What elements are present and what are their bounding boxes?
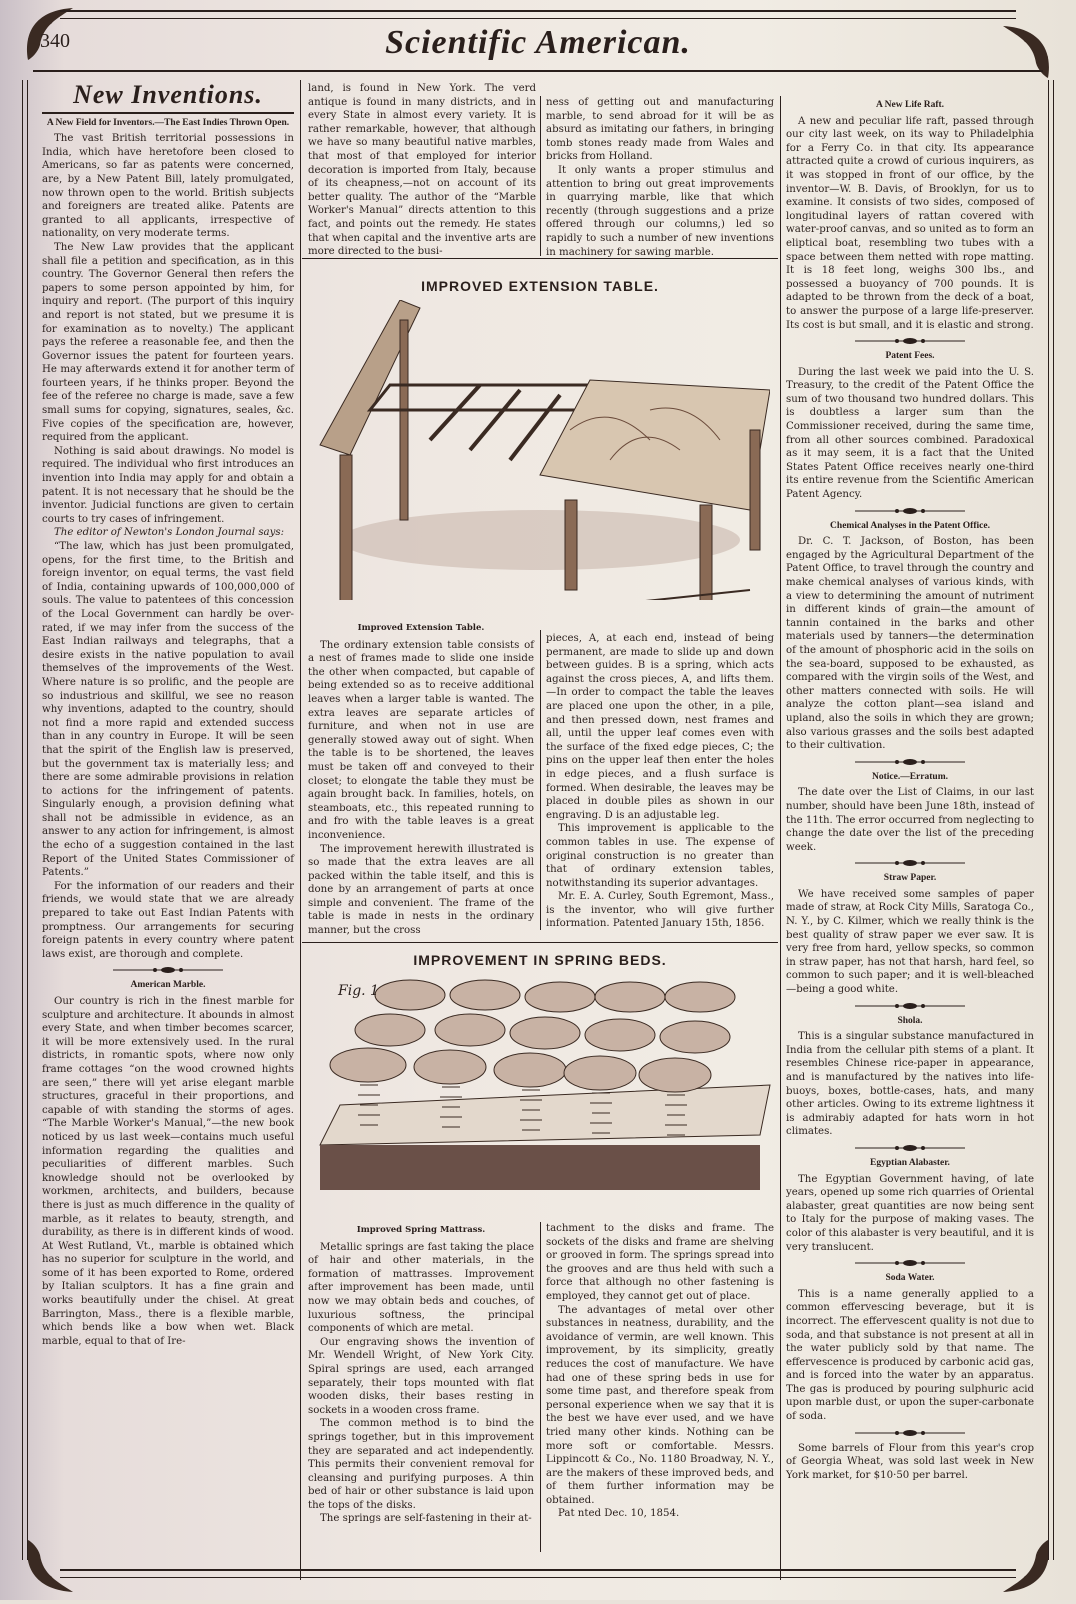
right-border-rule (1048, 80, 1054, 1560)
ornamental-divider-icon (786, 1259, 1034, 1267)
article-title-east-indies: A New Field for Inventors.—The East Indies Thrown Open. (46, 117, 290, 128)
column-rule (540, 630, 541, 930)
paragraph: For the information of our readers and their friends, we would state that we are already prepared to take out East Indian Patents with promptness. Our arrangements for securing foreign patents in every country where patent laws exist, are thorough and complete. (42, 880, 294, 960)
paragraph: This is a singular substance manufactured in India from the cellular pith stems of a plant. It resembles Chinese rice-paper in appearance, and is manufactured by the natives into life-buoys, boxes, bottle-cases, hats, and many other articles. Owing to its extreme lightness it is admirabiy adapted for hats worn in hot climates. (786, 1031, 1034, 1138)
article-title-life-raft: A New Life Raft. (875, 100, 945, 110)
paragraph-patent-date: Pat nted Dec. 10, 1854. (558, 1508, 680, 1520)
paragraph: The springs are self-fastening in their at- (320, 1513, 532, 1525)
ornament-corner-bottom-left-icon (18, 1530, 88, 1600)
extension-table-col-a (308, 620, 534, 938)
paragraph: A new and peculiar life raft, passed through our city last week, on its way to Philadelphia for a Ferry Co. in that city. Its appearance attracted quite a crowd of curious inquirers, as it was stopped in front of our office, by the inventor—W. B. Davis, of Brooklyn, for us to examine. It consists of two sides, composed of longitudinal layers of rattan covered with water-proof canvas, and so united as to form an eliptical boat, resembling two tubes with a space between them netted with rope matting. It is 18 feet long, weighs 300 lbs., and possessed a buoyancy of 700 pounds. It is adapted to be thrown from the deck of a boat, to answer the purpose of a large life-preserver. Its cost is but small, and it is elastic and strong. (786, 115, 1034, 331)
section-rule (302, 258, 778, 259)
article-title-straw-paper: Straw Paper. (883, 873, 937, 884)
figure-label: Fig. 1 (338, 983, 379, 999)
paragraph: The vast British territorial possessions in India, which have heretofore been closed to Americans, so far as patents were concerned, are, by a New Patent Bill, lately promulgated, now thrown open to the world. British subjects and foreigners are treated alike. Patents are granted to all applicants, irrespective of nationality, on very moderate terms. (42, 133, 294, 240)
paragraph: Metallic springs are fast taking the place of hair and other materials, in the formation of mattrasses. Improvement after improvement has been made, until now we may obtain beds and couches, of luxurious softness, the principal components of which are metal. (308, 1241, 534, 1335)
paragraph: This improvement is applicable to the common tables in use. The expense of original construction is no greater than that of ordinary extension tables, notwithstanding its superior advantages. (546, 823, 774, 889)
article-title-shola: Shola. (897, 1015, 923, 1026)
ornamental-divider-icon (786, 507, 1034, 515)
article-title-egyptian-alabaster: Egyptian Alabaster. (870, 1157, 950, 1168)
ornamental-divider-icon (786, 1429, 1034, 1437)
spring-beds-col-b (546, 1222, 774, 1521)
masthead-title: Scientific American. (385, 24, 691, 61)
bottom-border-rule (60, 1569, 1016, 1578)
column-rule (780, 96, 781, 1580)
paragraph-quote: “The law, which has just been promulgated, opens, for the first time, to the British and foreign inventor, on equal terms, the vast field of India, containing upwards of 100,000,000 of souls. The value to patentees of this concession of the Local Government can hardly be over-rated, if we may infer from the success of the East Indian railways and telegraphs, that a desire exists in the native population to avail themselves of the improvements of the West. Where nature is so prolific, and the people are so industrious and skillful, we see no reason why inventions, adapted to the country, should not find a more rapid and extended success than in any country in Europe. It will be seen that the spirit of the English law is preserved, but the government tax is materially less; and there are some admirable provisions in relation to actions for the infringement of patents. Singularly enough, a provision defining what shall not be admissible in evidence, as an answer to any action for infringement, is almost the echo of a suggestion contained in the last Report of the United States Commissioner of Patents.” (42, 541, 294, 879)
paragraph: pieces, A, at each end, instead of being permanent, are made to slide up and down between guides. B is a spring, which acts against the cross pieces, A, and lifts them.—In order to compact the table the leaves are placed one upon the other, in a pile, and then pressed down, nest frames and all, until the upper leaf comes even with the surface of the fixed edge pieces, C; the pins on the upper leaf then enter the holes in edge pieces, and a flush surface is formed. When desirable, the leaves may be placed in double piles as shown in our engraving. D is an adjustable leg. (546, 633, 774, 821)
article-title-patent-fees: Patent Fees. (885, 351, 935, 362)
paragraph: tachment to the disks and frame. The sockets of the disks and frame are shelving or grooved in form. The springs spread into the grooves and are thus held with such a force that although no other fastening is employed, they cannot get out of place. (546, 1223, 774, 1302)
paragraph: The common method is to bind the springs together, but in this improvement they are separated and act independently. This permits their convenient removal for cleansing and purifying purposes. A thin bed of hair or other substance is laid upon the tops of the disks. (308, 1418, 534, 1511)
ornamental-divider-icon (786, 1144, 1034, 1152)
section-rule (42, 112, 294, 114)
figure-title-spring-beds: IMPROVEMENT IN SPRING BEDS. (413, 952, 667, 968)
article-title-american-marble: American Marble. (130, 980, 206, 991)
section-rule (302, 942, 778, 943)
paragraph-georgia-wheat: Some barrels of Flour from this year's crop of Georgia Wheat, was sold last week in New York market, for $10·50 per barrel. (786, 1442, 1034, 1481)
middle-top-col-a (308, 82, 536, 259)
ornamental-divider-icon (786, 1002, 1034, 1010)
figure-caption: Improved Spring Mattrass. (356, 1225, 486, 1235)
column-rule (540, 1222, 541, 1552)
ornamental-divider-icon (786, 337, 1034, 345)
left-border-rule (22, 80, 28, 1560)
ornamental-divider-icon (786, 758, 1034, 766)
article-title-erratum: Notice.—Erratum. (872, 771, 948, 782)
paragraph: The ordinary extension table consists of a nest of frames made to slide one inside the other when compacted, but capable of being extended so as to receive additional leaves when a larger table is wanted. The extra leaves are separate articles of furniture, and when not in use are generally stowed away out of sight. When the table is to be shortened, the leaves must be taken off and conveyed to their closet; to elongate the table they must be again brought back. In families, hotels, on steamboats, etc., this repeated running to and fro with the table leaves is a great inconvenience. (308, 639, 534, 841)
paragraph: Dr. C. T. Jackson, of Boston, has been engaged by the Agricultural Department of the Patent Office, to travel through the country and make chemical analyses of various kinds, with a view to determining the amount of nutriment in different kinds of grain—the amount of tannin contained in the barks and other materials used by tanners—the determination of the amount of phosphoric acid in the soils on the sea-board, supposed to be exhausted, as compared with the virgin soils of the West, and other matters connected with soils. He will analyze the cotton plant—sea island and upland, also the soils in which they are grown; also various grasses and the soils best adapted to their cultivation. (786, 536, 1034, 752)
left-column (42, 80, 294, 1348)
paragraph: We have received some samples of paper made of straw, at Rock City Mills, Saratoga Co., N. Y., by C. Kilmer, which we really think is the best quality of straw paper we ever saw. It is very free from hard, yellow specks, so common in straw paper, has not that harsh, hard feel, so common to such paper; and it is well-bleached—being a good white. (786, 888, 1034, 996)
paragraph: The date over the List of Claims, in our last number, should have been June 18th, instead of the 11th. The error occurred from neglecting to change the date over the list of the preceding week. (786, 787, 1034, 853)
article-title-chemical-analyses: Chemical Analyses in the Patent Office. (830, 520, 990, 531)
figure-caption: Improved Extension Table. (357, 623, 485, 633)
section-title: New Inventions. (73, 80, 263, 109)
header-rule (33, 70, 1043, 72)
right-column (786, 96, 1034, 1482)
extension-table-col-b (546, 632, 774, 931)
article-title-soda-water: Soda Water. (885, 1273, 935, 1284)
spring-beds-engraving (310, 975, 780, 1190)
ornamental-divider-icon (42, 966, 294, 974)
paragraph: Our country is rich in the finest marble for sculpture and architecture. It abounds in almost every State, and when timber becomes scarcer, it will be more extensively used. In the rural districts, in romantic spots, where now only frame cottages “on the wood crowned hights are seen,” there will yet arise elegant marble structures, graceful in their proportions, and capable of with standing the storms of ages. “The Marble Worker's Manual,”—the new book noticed by us last week—contains much useful information regarding the qualities and peculiarities of different marbles. Such knowledge should not be overlooked by workmen, architects, and builders, because there is just as much difference in the quality of marble, as it relates to beauty, strength, and durability, as there is in different kinds of wood. At West Rutland, Vt., marble is obtained which has no superior for sculpture in the world, and some of it has been exported to Rome, ordered by Italian sculptors. It has a fine grain and works beautifully under the chisel. At great Barrington, Mass., there is a flexible marble, which bends like a bow when wet. Black marble, equal to that of Ire- (42, 996, 294, 1347)
ornamental-divider-icon (786, 859, 1034, 867)
paragraph: ness of getting out and manufacturing marble, to send abroad for it will be as absurd as imitating our fathers, in bringing tomb stones ready made from Wales and bricks from Holland. (546, 97, 774, 163)
middle-top-col-b (546, 96, 774, 259)
paragraph: The New Law provides that the applicant shall file a petition and specification, as in this country. The Governor General then refers the papers to some person appointed by him, for inquiry and report. (The purport of this inquiry and report is not stated, but we presume it is for examination as to novelty.) The applicant pays the referee a reasonable fee, and then the Governor issues the patent for fourteen years. He may afterwards extend it for another term of fourteen years, if he thinks proper. Beyond the fee of the referee no charge is made, save a few small sums for copying, signatures, seales, &c. Five copies of the specification are, however, required from the applicant. (42, 241, 294, 444)
spring-beds-col-a (308, 1222, 534, 1526)
paragraph: land, is found in New York. The verd antique is found in many districts, and in every State in almost every variety. It is rather remarkable, however, that although we have so many beautiful native marbles, that most of that employed for interior decoration is imported from Italy, because of its cheapness,—not on account of its better quality. The author of the “Marble Worker's Manual” directs attention to this fact, and points out the remedy. He states that when capital and the inventive arts are more directed to the busi- (308, 83, 536, 258)
column-rule (540, 96, 541, 256)
paragraph: Our engraving shows the invention of Mr. Wendell Wright, of New York City. Spiral springs are used, each arranged separately, their tops mounted with flat wooden disks, their bases resting in sockets in a wooden cross frame. (308, 1336, 534, 1416)
page-number: 340 (40, 30, 70, 52)
paragraph: The advantages of metal over other substances in neatness, durability, and the avoidance of vermin, are well known. This improvement, by its simplicity, greatly reduces the cost of manufacture. We have had one of these spring beds in use for some time past, and therefore speak from personal experience when we say that it is the best we have ever used, and we have tried many other kinds. Nothing can be more soft or comfortable. Messrs. Lippincott & Co., No. 1180 Broadway, N. Y., are the makers of these improved beds, and of them further information may be obtained. (546, 1304, 774, 1506)
top-border-rule (60, 10, 1016, 19)
paragraph: Nothing is said about drawings. No model is required. The individual who first introduces an invention into India may apply for and obtain a patent. It is not necessary that he should be the inventor. Judicial functions are given to certain courts to try cases of infringement. (42, 445, 294, 525)
column-rule (300, 80, 301, 1580)
paragraph: Mr. E. A. Curley, South Egremont, Mass., is the inventor, who will give further information. Patented January 15th, 1856. (546, 891, 774, 930)
paragraph: The Egyptian Government having, of late years, opened up some rich quarries of Oriental alabaster, great quantities are now being sent to Italy for the purpose of making vases. The color of this alabaster is very beautiful, and it is very translucent. (786, 1173, 1034, 1253)
paragraph: The improvement herewith illustrated is so made that the extra leaves are all packed within the table itself, and this is done by an arrangement of parts at once simple and convenient. The frame of the table is made in nests in the ordinary manner, but the cross (308, 843, 534, 937)
paragraph: It only wants a proper stimulus and attention to bring out great improvements in quarrying marble, like that which recently (through suggestions and a prize offered through our columns,) led so rapidly to such a number of new inventions in machinery for sawing marble. (546, 164, 774, 258)
paragraph: This is a name generally applied to a common effervescing beverage, but it is incorrect. The effervescent quality is not due to soda, and that substance is not present at all in the water publicly sold by that name. The effervescence is produced by carbonic acid gas, and is forced into the water by an apparatus. The gas is produced by pouring sulphuric acid upon marble dust, or upon the super-carbonate of soda. (786, 1288, 1034, 1423)
extension-table-engraving (310, 300, 770, 600)
figure-title-extension-table: IMPROVED EXTENSION TABLE. (421, 278, 659, 294)
paragraph-quote-intro: The editor of Newton's London Journal says: (54, 527, 285, 539)
paragraph: During the last week we paid into the U. S. Treasury, to the credit of the Patent Office the sum of two thousand two hundred dollars. This is doubtless a larger sum than the Commissioner received, during the same time, from all other sources combined. Paradoxical as it may seem, it is a fact that the United States Patent Office receives nearly one-third its entire revenue from the Scientific American Patent Agency. (786, 366, 1034, 501)
